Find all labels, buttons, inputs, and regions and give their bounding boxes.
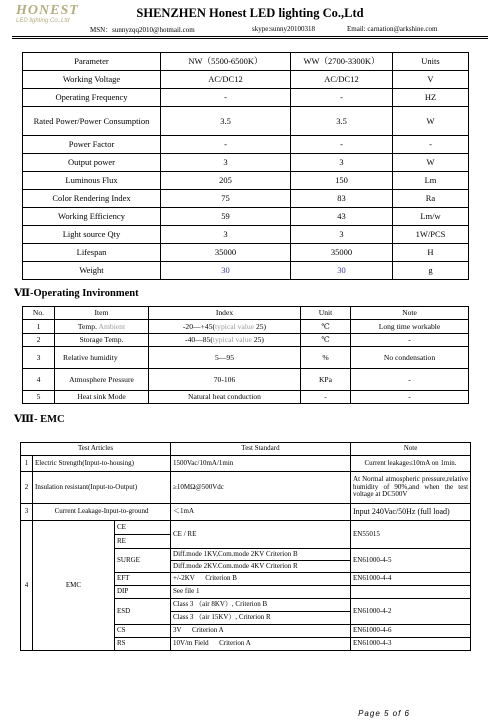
spec-unit: W	[393, 154, 469, 172]
emc-sub-surge: SURGE	[115, 549, 171, 573]
env-note: -	[351, 391, 469, 404]
env-index-text: -40—85(	[185, 335, 213, 344]
spec-param: Light source Qty	[23, 226, 161, 244]
spec-param: Lifespan	[23, 244, 161, 262]
env-note: Long time workable	[351, 320, 469, 334]
emc-no: 2	[21, 472, 33, 504]
spec-header: Units	[393, 53, 469, 71]
spec-nw: 3.5	[161, 107, 291, 136]
emc-esd-std2: Class 3 （air 15KV）, Criterion R	[171, 612, 351, 625]
emc-header-row	[21, 443, 471, 456]
table-row	[21, 456, 471, 472]
emc-rs-std: 10V/m Field Criterion A	[171, 638, 351, 651]
spec-unit: V	[393, 71, 469, 89]
spec-ww: 3	[291, 226, 393, 244]
env-item-text: Temp.	[77, 321, 98, 331]
table-row	[21, 504, 471, 521]
env-index-text: -20—+45(	[182, 321, 216, 331]
table-row	[23, 369, 469, 391]
emc-sub-rs: RS	[115, 638, 171, 651]
emc-header: Test Standard	[171, 443, 351, 456]
env-header: Note	[351, 307, 469, 320]
spec-ww: 35000	[291, 244, 393, 262]
email-contact: Email: carnation@arkshine.com	[347, 25, 438, 33]
env-item: Relative humidity	[55, 347, 149, 369]
table-row	[23, 244, 469, 262]
spec-table	[22, 52, 469, 280]
emc-no: 3	[21, 504, 33, 521]
env-index: 70-106	[149, 369, 301, 391]
spec-ww: 3.5	[291, 107, 393, 136]
logo-main-text: HONEST	[16, 3, 79, 18]
table-row	[23, 226, 469, 244]
emc-sub-re: RE	[115, 535, 171, 549]
table-row	[23, 107, 469, 136]
emc-article: Electric Strength(Input-to-housing)	[33, 456, 171, 472]
spec-param: Operating Frequency	[23, 89, 161, 107]
spec-param: Power Factor	[23, 136, 161, 154]
spec-ww: AC/DC12	[291, 71, 393, 89]
spec-nw: -	[161, 136, 291, 154]
env-item: Atmosphere Pressure	[55, 369, 149, 391]
spec-nw: 3	[161, 226, 291, 244]
table-row	[23, 190, 469, 208]
table-row	[23, 334, 469, 347]
spec-ww: 30	[291, 262, 393, 280]
section8-title: Ⅷ- EMC	[14, 414, 65, 425]
emc-rs-note: EN61000-4-3	[351, 638, 471, 651]
env-note: -	[351, 369, 469, 391]
emc-ce-re-std: CE / RE	[171, 521, 351, 549]
emc-no: 4	[21, 521, 33, 651]
env-header: Unit	[301, 307, 351, 320]
emc-note: Current leakage≤10mA on 1min.	[351, 456, 471, 472]
spec-unit: Ra	[393, 190, 469, 208]
env-note: No condensation	[351, 347, 469, 369]
spec-ww: 3	[291, 154, 393, 172]
spec-unit: HZ	[393, 89, 469, 107]
spec-unit: H	[393, 244, 469, 262]
env-header: No.	[23, 307, 55, 320]
env-header: Index	[149, 307, 301, 320]
spec-header: WW（2700-3300K）	[291, 53, 393, 71]
table-row	[23, 320, 469, 334]
spec-nw: 30	[161, 262, 291, 280]
emc-sub-dip: DIP	[115, 586, 171, 599]
table-row	[23, 262, 469, 280]
env-no: 1	[23, 320, 55, 334]
env-item: Storage Temp.	[55, 334, 149, 347]
spec-unit: 1W/PCS	[393, 226, 469, 244]
spec-unit: W	[393, 107, 469, 136]
env-unit: %	[301, 347, 351, 369]
env-no: 4	[23, 369, 55, 391]
emc-eft-note: EN61000-4-4	[351, 573, 471, 586]
spec-nw: -	[161, 89, 291, 107]
company-name: SHENZHEN Honest LED lighting Co.,Ltd	[136, 6, 364, 20]
env-index	[149, 320, 301, 334]
emc-article: Insulation resistant(Input-to-Output)	[33, 472, 171, 504]
emc-esd-note: EN61000-4-2	[351, 599, 471, 625]
table-row	[23, 154, 469, 172]
emc-dip-note	[351, 586, 471, 599]
table-row	[23, 89, 469, 107]
spec-header: Parameter	[23, 53, 161, 71]
spec-unit: g	[393, 262, 469, 280]
table-row	[23, 347, 469, 369]
logo-sub-text: LED lighting Co.,Ltd	[16, 18, 70, 24]
spec-nw: 205	[161, 172, 291, 190]
env-item	[55, 320, 149, 334]
emc-note: At Normal atmospheric pressure,relative humidity of 90%,and when the test voltage at DC500V	[351, 472, 471, 504]
env-header-row	[23, 307, 469, 320]
env-index: Natural heat conduction	[149, 391, 301, 404]
spec-nw: 35000	[161, 244, 291, 262]
env-index-tail: 25)	[253, 335, 264, 344]
emc-cs-std: 3V Criterion A	[171, 625, 351, 638]
emc-sub-cs: CS	[115, 625, 171, 638]
emc-standard: 1500Vac/10mA/1min	[171, 456, 351, 472]
emc-standard: ≥10MΩ@500Vdc	[171, 472, 351, 504]
header-divider-2	[12, 38, 488, 39]
env-item: Heat sink Mode	[55, 391, 149, 404]
emc-esd-std1: Class 3 （air 8KV）, Criterion B	[171, 599, 351, 612]
spec-ww: -	[291, 136, 393, 154]
table-row	[23, 136, 469, 154]
emc-sub-eft: EFT	[115, 573, 171, 586]
table-row	[23, 71, 469, 89]
emc-surge-std2: Diff.mode 2KV.Com.mode 4KV Criterion R	[171, 561, 351, 573]
emc-article: Current Leakage-Input-to-ground	[33, 504, 171, 521]
table-row	[23, 172, 469, 190]
section7-title: Ⅶ-Operating Invironment	[14, 288, 139, 299]
spec-header-row	[23, 53, 469, 71]
env-index: 5—95	[149, 347, 301, 369]
spec-nw: AC/DC12	[161, 71, 291, 89]
page-number: Page 5 of 6	[358, 709, 410, 718]
spec-param: Color Rendering Index	[23, 190, 161, 208]
spec-param: Luminous Flux	[23, 172, 161, 190]
emc-header: Test Articles	[21, 443, 171, 456]
env-unit: KPa	[301, 369, 351, 391]
env-index-tail: 25)	[255, 321, 267, 331]
spec-unit: Lm/w	[393, 208, 469, 226]
spec-unit: -	[393, 136, 469, 154]
emc-cs-note: EN61000-4-6	[351, 625, 471, 638]
spec-ww: -	[291, 89, 393, 107]
emc-table	[20, 442, 471, 651]
spec-param: Rated Power/Power Consumption	[23, 107, 161, 136]
emc-note: Input 240Vac/50Hz (full load)	[351, 504, 471, 521]
emc-header: Note	[351, 443, 471, 456]
emc-dip-std: See file 1	[171, 586, 351, 599]
emc-sub-esd: ESD	[115, 599, 171, 625]
emc-no: 1	[21, 456, 33, 472]
spec-unit: Lm	[393, 172, 469, 190]
emc-surge-std1: Diff.mode 1KV,Com.mode 2KV Criterion B	[171, 549, 351, 561]
table-row	[23, 391, 469, 404]
env-no: 2	[23, 334, 55, 347]
emc-eft-std: +/-2KV Criterion B	[171, 573, 351, 586]
spec-param: Working Voltage	[23, 71, 161, 89]
emc-standard: ＜1mA	[171, 504, 351, 521]
emc-label: EMC	[33, 521, 115, 651]
spec-ww: 43	[291, 208, 393, 226]
spec-param: Weight	[23, 262, 161, 280]
skype-contact: skype:sunny20100318	[252, 25, 315, 33]
operating-environment-table	[22, 306, 469, 404]
emc-sub-ce: CE	[115, 521, 171, 535]
env-index-extra: typical value	[212, 335, 252, 344]
env-unit: -	[301, 391, 351, 404]
msn-contact: MSN：sunnyzqq2010@hotmail.com	[90, 26, 195, 34]
header-divider	[12, 36, 488, 37]
env-note: -	[351, 334, 469, 347]
env-no: 3	[23, 347, 55, 369]
spec-nw: 3	[161, 154, 291, 172]
table-row	[21, 521, 471, 535]
table-row	[23, 208, 469, 226]
spec-ww: 83	[291, 190, 393, 208]
env-index-extra: typical value	[215, 321, 255, 331]
spec-ww: 150	[291, 172, 393, 190]
env-index	[149, 334, 301, 347]
table-row	[21, 472, 471, 504]
spec-nw: 59	[161, 208, 291, 226]
env-header: Item	[55, 307, 149, 320]
spec-param: Output power	[23, 154, 161, 172]
spec-header: NW（5500-6500K）	[161, 53, 291, 71]
emc-surge-note: EN61000-4-5	[351, 549, 471, 573]
env-unit: ℃	[301, 334, 351, 347]
spec-nw: 75	[161, 190, 291, 208]
env-unit: ℃	[301, 320, 351, 334]
env-item-extra: Ambient	[98, 321, 126, 331]
env-no: 5	[23, 391, 55, 404]
spec-param: Working Efficiency	[23, 208, 161, 226]
emc-ce-re-note: EN55015	[351, 521, 471, 549]
